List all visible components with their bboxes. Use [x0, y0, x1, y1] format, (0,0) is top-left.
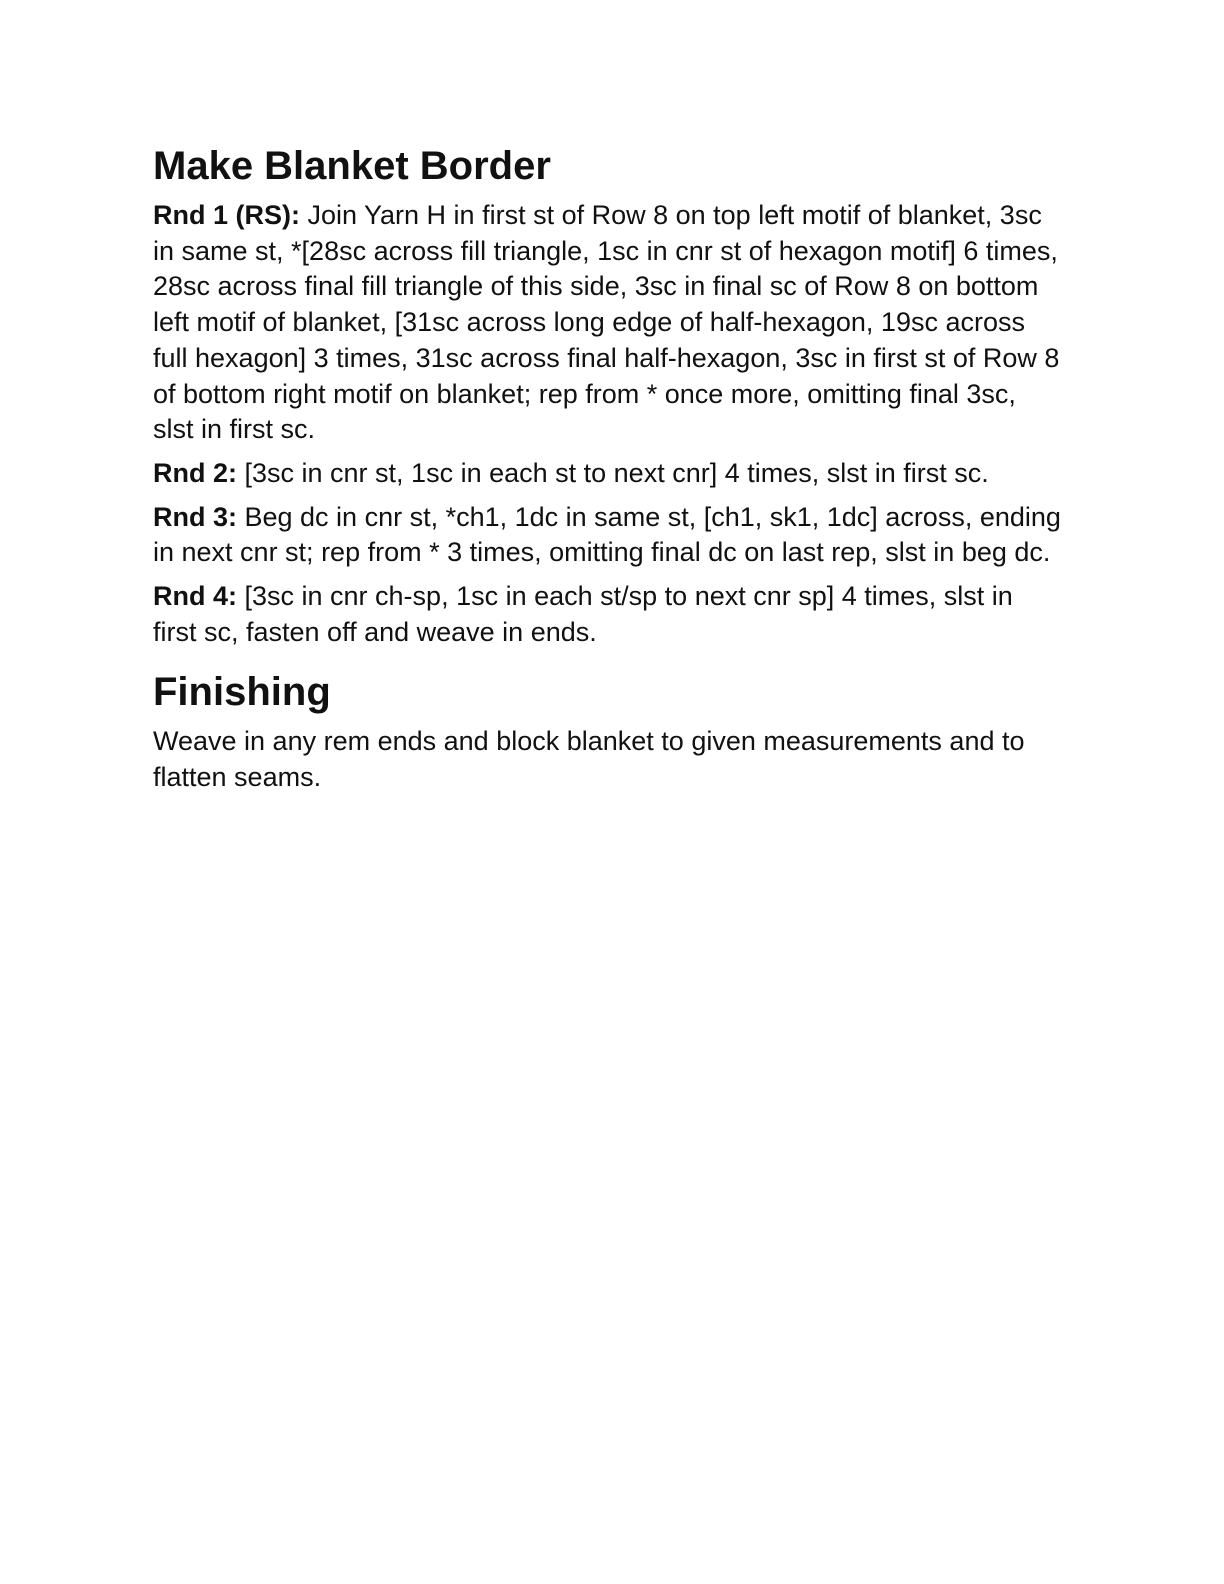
round-label: Rnd 3:: [153, 501, 237, 532]
document-page: [153, 140, 1063, 804]
section-heading-finishing: Finishing: [153, 670, 331, 715]
finishing-paragraph: Weave in any rem ends and block blanket to given measurements and to flatten seams.: [153, 726, 1025, 793]
section-heading-border: Make Blanket Border: [153, 144, 551, 188]
instruction-rnd-4: [153, 579, 1063, 650]
round-label: Rnd 4:: [153, 581, 237, 612]
round-text: Join Yarn H in first st of Row 8 on top left motif of blanket, 3sc in same st, *[28sc across fill triangle, 1sc in cnr st of hexagon motif] 6 times, 28sc across final fill triangle of this side, 3sc in final sc of Row 8 on bottom left motif of blanket, [31sc across long edge of half-hexagon, 19sc across full hexagon] 3 times, 31sc across final half-hexagon, 3sc in first st of Row 8 of bottom right motif on blanket; rep from * once more, omitting final 3sc, slst in first sc.: [153, 200, 1060, 445]
round-text: [3sc in cnr ch-sp, 1sc in each st/sp to next cnr sp] 4 times, slst in first sc, fasten off and weave in ends.: [153, 581, 1013, 647]
round-label: Rnd 2:: [153, 457, 237, 488]
round-label: Rnd 1 (RS):: [153, 200, 300, 230]
instruction-rnd-1: [153, 198, 1063, 448]
instruction-rnd-2: [153, 456, 1063, 492]
round-text: [3sc in cnr st, 1sc in each st to next cnr] 4 times, slst in first sc.: [237, 457, 989, 488]
round-text: Beg dc in cnr st, *ch1, 1dc in same st, [ch1, sk1, 1dc] across, ending in next cnr st; rep from * 3 times, omitting final dc on last rep, slst in beg dc.: [153, 501, 1061, 568]
instruction-rnd-3: [153, 500, 1063, 571]
